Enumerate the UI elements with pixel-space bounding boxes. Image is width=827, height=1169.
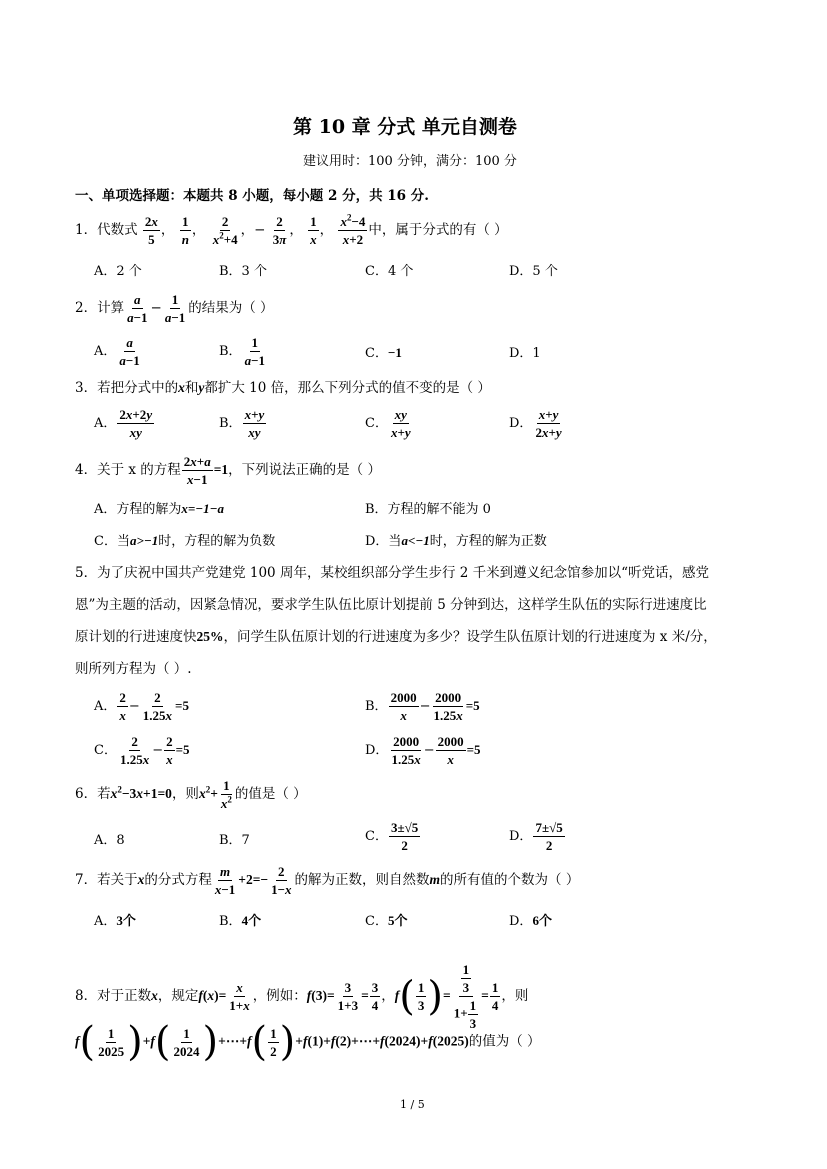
- fraction: $\frac{xy}{x+y}$: [390, 407, 411, 440]
- q5-option-c-label: C．: [94, 743, 117, 758]
- q7-option-d-label: D．: [509, 914, 533, 929]
- fraction: $\frac{x^2-4}{x+2}$: [340, 212, 366, 247]
- q5-line-3a: 原计划的行进速度快: [75, 629, 197, 645]
- fraction: $\frac{m}{x-1}$: [214, 864, 236, 897]
- q1-option-c: C．4 个: [365, 264, 414, 279]
- fraction: $\frac{x+y}{xy}$: [244, 407, 265, 440]
- q6-option-d: [509, 820, 566, 853]
- page-number: 1 / 5: [400, 1098, 425, 1111]
- fraction: $\frac{1}{a-1}$: [244, 335, 265, 368]
- q5-option-c: C． $\frac{2}{1.25x}$ − $\frac{2}{x}$ =5: [94, 734, 190, 767]
- q5-line-3: [75, 627, 717, 647]
- q2-option-c-value: −1: [387, 345, 402, 360]
- fraction: $\frac{2000}{x}$: [437, 734, 464, 767]
- q7-option-a-value: 3个: [116, 913, 136, 928]
- q3-stem-start: 3．若把分式中的: [75, 380, 179, 396]
- q2-option-b: [219, 335, 268, 368]
- fraction: $\frac{3}{4}$: [371, 980, 379, 1013]
- q5-option-b-label: B．: [365, 699, 388, 714]
- fraction: $\frac{1}{x^2}$: [220, 778, 232, 811]
- fraction: $\frac{2}{3\pi}$: [272, 214, 287, 247]
- q4-option-a-expr: x=−1−a: [181, 501, 225, 516]
- fraction: $\frac{1}{n}$: [181, 214, 189, 247]
- q1-stem-start: 1．代数式: [75, 222, 138, 238]
- q5-option-a-label: A．: [94, 699, 117, 714]
- q2-option-c: [365, 342, 402, 361]
- fraction: $\frac{2000}{1.25x}$: [391, 734, 421, 767]
- q3-and: 和: [184, 380, 199, 396]
- fraction: $\frac{2}{1.25x}$: [142, 690, 173, 723]
- q6-stem-end: 的值是（ ）: [234, 786, 307, 802]
- q7-option-a: [94, 910, 136, 929]
- q2-option-c-label: C．: [365, 346, 388, 361]
- q8-stem-d: ，则: [501, 988, 529, 1004]
- q3-option-b-label: B．: [219, 416, 242, 431]
- fraction: $\frac{2x+2y}{xy}$: [119, 407, 153, 440]
- q5-option-d-label: D．: [365, 743, 389, 758]
- q3-option-d-label: D．: [509, 416, 533, 431]
- q2-option-a: [94, 335, 143, 368]
- q2-option-d: D．1: [509, 346, 541, 361]
- fraction: $\frac{1}{a-1}$: [164, 292, 186, 325]
- q7-stem-c: 的解为正数，则自然数: [294, 872, 430, 888]
- q1-stem-end: 中，属于分式的有（ ）: [368, 222, 508, 238]
- q1-option-d: D．5 个: [509, 264, 558, 279]
- fraction: $\frac{2x}{5}$: [144, 214, 158, 247]
- q4-option-c-text: C．当: [94, 534, 130, 549]
- q5-option-a: A． $\frac{2}{x}$ − $\frac{2}{1.25x}$ =5: [94, 690, 189, 723]
- q7-option-b-label: B．: [219, 914, 242, 929]
- q6-option-c-label: C．: [365, 829, 388, 844]
- q2-option-b-label: B．: [219, 344, 242, 359]
- q4-option-a-text: A．方程的解为: [94, 502, 182, 517]
- fraction: $\frac{1}{3}$: [417, 980, 425, 1013]
- fraction: $\frac{2x+a}{x-1}$: [183, 454, 211, 487]
- fraction: $\frac{2000}{x}$: [390, 690, 417, 723]
- fraction: $\frac{2}{x}$: [166, 734, 173, 767]
- fraction: $\frac{a}{a-1}$: [127, 292, 148, 325]
- q6-option-a: A．8: [94, 833, 125, 848]
- fraction: $\frac{7\pm√5}{2}$: [535, 820, 563, 853]
- q8-expression: f( $\frac{1}{2025}$ )+f( $\frac{1}{2024}$ )+⋯+f( $\frac{1}{2}$ )+f(1)+f(2)+⋯+f(2024)+f(2025)的值为（ ）: [75, 1019, 541, 1065]
- q4-option-d-expr: a<−1: [401, 533, 430, 548]
- q5-line-4: 则所列方程为（ ）.: [75, 661, 192, 677]
- question-3: 3．若把分式中的x和y都扩大 10 倍，那么下列分式的值不变的是（ ）: [75, 380, 491, 396]
- q4-option-a: [94, 498, 224, 517]
- fraction: $\frac{3\pm√5}{2}$: [390, 820, 419, 853]
- q5-line-2: 恩”为主题的活动，因紧急情况，要求学生队伍比原计划提前 5 分钟到达，这样学生队伍的实际行进速度比: [75, 597, 707, 613]
- fraction: $\frac{1}{4}$: [491, 980, 499, 1013]
- q7-option-b-value: 4个: [241, 913, 262, 928]
- q6-stem-mid: ，则: [171, 786, 199, 802]
- question-2: 2．计算 $\frac{a}{a-1}$ − $\frac{1}{a-1}$ 的结果为（ ）: [75, 292, 274, 325]
- q2-stem-end: 的结果为（ ）: [188, 300, 274, 316]
- question-4: 4．关于 x 的方程 $\frac{2x+a}{x-1}$ =1，下列说法正确的是（ ）: [75, 454, 381, 487]
- q5-line-1: 5．为了庆祝中国共产党建党 100 周年，某校组织部分学生步行 2 千米到遵义纪念馆参加以“听党话，感党: [75, 565, 710, 581]
- question-6: 6．若$x^2-3x+1=0$，则$x^2+$ $\frac{1}{x^2}$ 的值是（ ）: [75, 778, 307, 811]
- page-title: 第 10 章 分式 单元自测卷: [293, 116, 517, 138]
- q4-option-d-text: D．当: [365, 534, 402, 549]
- q7-option-c-label: C．: [365, 914, 388, 929]
- q6-option-c: [365, 820, 421, 853]
- q6-option-d-label: D．: [509, 829, 533, 844]
- fraction: $\frac{x}{1+x}$: [229, 980, 250, 1013]
- q5-line-3c: ，问学生队伍原计划的行进速度为多少？设学生队伍原计划的行进速度为 x 米/分，: [223, 629, 717, 645]
- q6-stem-start: 6．若: [75, 786, 111, 802]
- fraction: $\frac{3}{1+3}$: [337, 980, 359, 1013]
- fraction: $\frac{1}{x}$: [310, 214, 317, 247]
- q1-option-a: A．2 个: [94, 264, 142, 279]
- q4-option-c-tail: 时，方程的解为负数: [158, 534, 276, 549]
- q3-option-c-label: C．: [365, 416, 388, 431]
- q3-option-a: [94, 407, 155, 440]
- fraction: $\frac{1}{2}$: [270, 1025, 277, 1059]
- q7-stem-b: 的分式方程: [144, 872, 212, 888]
- q5-option-d: D． $\frac{2000}{1.25x}$ − $\frac{2000}{x}$ =5: [365, 734, 481, 767]
- q3-stem-end: 都扩大 10 倍，那么下列分式的值不变的是（ ）: [204, 380, 491, 396]
- question-7: 7．若关于x的分式方程 $\frac{m}{x-1}$ +2=− $\frac{2}{1-x}$ 的解为正数，则自然数m的所有值的个数为（ ）: [75, 864, 580, 897]
- q7-option-a-label: A．: [94, 914, 117, 929]
- q4-option-b: B．方程的解不能为 0: [365, 502, 491, 517]
- q4-option-c: [94, 530, 275, 549]
- fraction: $\frac{1}{2024}$: [173, 1025, 200, 1059]
- q3-option-b: [219, 407, 267, 440]
- q7-stem-d: 的所有值的个数为（ ）: [440, 872, 580, 888]
- q4-stem-end: ，下列说法正确的是（ ）: [228, 462, 381, 478]
- q7-option-d: [509, 910, 552, 929]
- q5-percent: 25%: [196, 629, 224, 644]
- q1-option-b: B．3 个: [219, 264, 267, 279]
- fraction: $\frac{a}{a-1}$: [119, 335, 140, 368]
- q7-stem-start: 7．若关于: [75, 872, 138, 888]
- question-8: 8．对于正数x，规定f(x)= $\frac{x}{1+x}$ ，例如：f(3)= $\frac{3}{1+3}$ = $\frac{3}{4}$ ，f( $\frac{1}{3}$ )= $\frac{1}{3}$ 1+ $\frac{1}{3}$ = $\frac{1}{4}$ ，则: [75, 962, 529, 1031]
- question-1: 1．代数式 $\frac{2x}{5}$ ， $\frac{1}{n}$ ， $\frac{2}{x^2+4}$ ，− $\frac{2}{3\pi}$ ， $\frac{1}{x}$ ， $\frac{x^2-4}{x+2}$ 中，属于分式的有（ ）: [75, 212, 508, 247]
- fraction: $\frac{2}{1.25x}$: [119, 734, 150, 767]
- q8-stem-b: ，规定: [157, 988, 199, 1004]
- q8-stem-start: 8．对于正数: [75, 988, 152, 1004]
- q5-option-b: B． $\frac{2000}{x}$ − $\frac{2000}{1.25x}$ =5: [365, 690, 480, 723]
- q2-option-a-label: A．: [94, 344, 117, 359]
- q4-option-c-expr: a>−1: [129, 533, 159, 548]
- q3-option-a-label: A．: [94, 416, 117, 431]
- page-subtitle: 建议用时：100 分钟，满分：100 分: [303, 154, 517, 169]
- q8-tail: 的值为（ ）: [468, 1033, 541, 1050]
- q6-option-b: B．7: [219, 833, 250, 848]
- fraction: $\frac{2}{x^2+4}$: [212, 214, 238, 247]
- fraction: $\frac{2}{x}$: [119, 690, 126, 723]
- q2-stem-start: 2．计算: [75, 300, 125, 316]
- q4-option-d-tail: 时，方程的解为正数: [429, 534, 547, 549]
- fraction: $\frac{x+y}{2x+y}$: [535, 407, 562, 440]
- q3-option-d: [509, 407, 565, 440]
- q8-stem-c: ，例如：: [252, 988, 307, 1004]
- fraction: $\frac{2000}{1.25x}$: [433, 690, 463, 723]
- q7-option-b: [219, 910, 261, 929]
- q7-option-c: [365, 910, 407, 929]
- q4-stem-start: 4．关于 x 的方程: [75, 462, 181, 478]
- q3-option-c: [365, 407, 414, 440]
- fraction: $\frac{1}{2025}$: [98, 1025, 125, 1059]
- fraction: $\frac{2}{1-x}$: [271, 864, 292, 897]
- fraction: $\frac{1}{3}$ 1+ $\frac{1}{3}$: [453, 962, 477, 1031]
- q7-option-d-value: 6个: [532, 913, 552, 928]
- q7-option-c-value: 5个: [387, 913, 408, 928]
- q4-option-d: [365, 530, 547, 549]
- section-heading: 一、单项选择题：本题共 8 小题，每小题 2 分，共 16 分.: [75, 188, 429, 204]
